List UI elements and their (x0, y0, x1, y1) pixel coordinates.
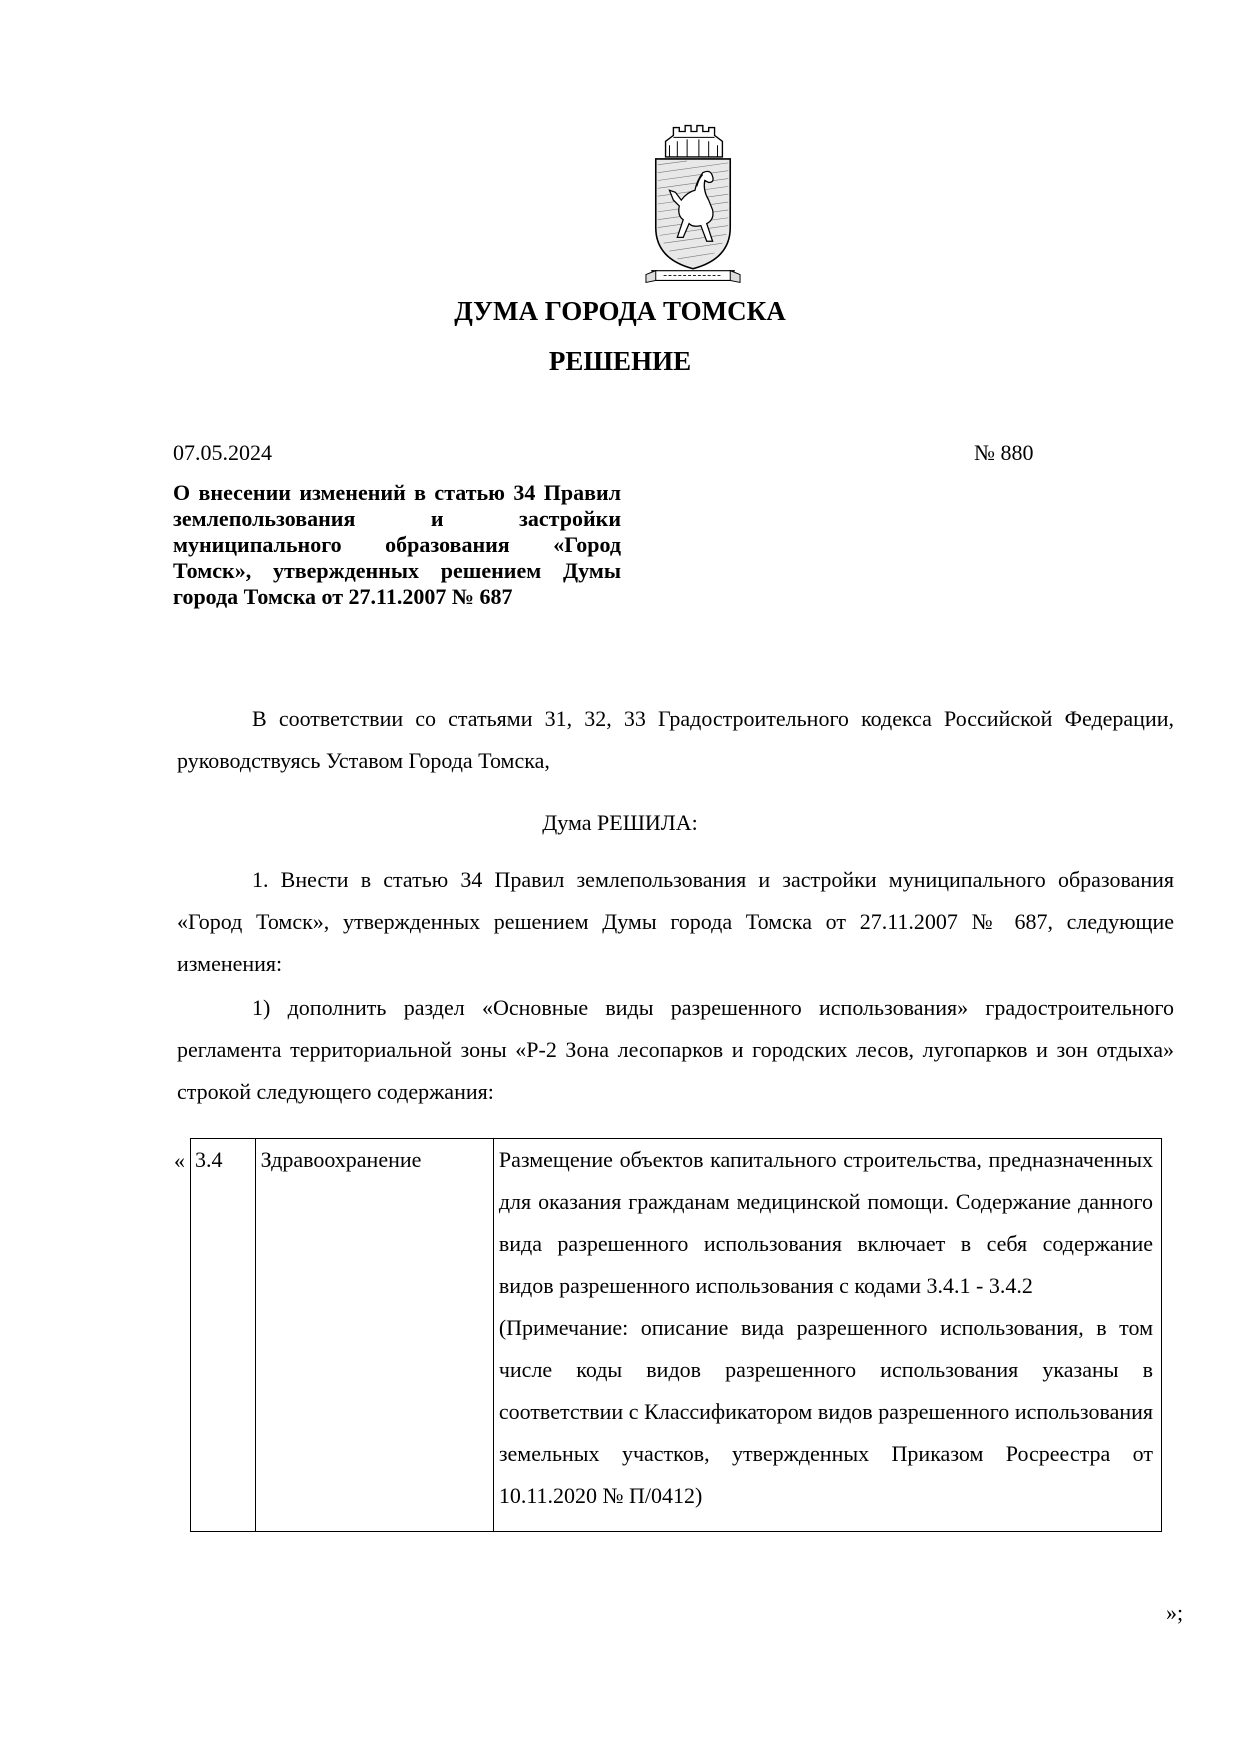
table-row (191, 1139, 1162, 1532)
use-code-cell: 3.4 (191, 1139, 256, 1532)
document-number: № 880 (974, 440, 1034, 465)
table-close-quote: »; (1166, 1600, 1184, 1625)
use-description-note: (Примечание: описание вида разрешенного использования, в том числе коды видов разрешенного использования указаны в соответствии с Классификатором видов разрешенного использования земельных участков, утвержденных Приказом Росреестра от 10.11.2020 № П/0412) (498, 1315, 1153, 1508)
document-subject: О внесении изменений в статью 34 Правил землепользования и застройки муниципального образования «Город Томск», утвержденных решением Думы города Томска от 27.11.2007 № 687 (173, 480, 621, 609)
decision-heading: Дума РЕШИЛА: (542, 810, 698, 835)
table-open-quote: « (174, 1148, 185, 1173)
item-1-paragraph: 1. Внести в статью 34 Правил землепользования и застройки муниципального образования «Город Томск», утвержденных решением Думы города Томска от 27.11.2007 № 687, следующие изменения: (177, 867, 1174, 976)
document-type: РЕШЕНИЕ (548, 346, 692, 376)
coat-of-arms-icon (644, 120, 742, 290)
organization-title: ДУМА ГОРОДА ТОМСКА (454, 296, 786, 326)
document-date: 07.05.2024 (173, 440, 272, 465)
use-description-text: Размещение объектов капитального строительства, предназначенных для оказания гражданам медицинской помощи. Содержание данного вида разрешенного использования включает в себя содержание видов разрешенного использования с кодами 3.4.1 - 3.4.2 (498, 1147, 1153, 1298)
use-name-cell: Здравоохранение (255, 1139, 493, 1532)
item-1-1-paragraph: 1) дополнить раздел «Основные виды разрешенного использования» градостроительного регламента территориальной зоны «Р-2 Зона лесопарков и городских лесов, лугопарков и зон отдыха» строкой следующего содержания: (177, 995, 1174, 1104)
use-description-cell (493, 1139, 1161, 1532)
amendment-table (190, 1138, 1162, 1532)
basis-paragraph: В соответствии со статьями 31, 32, 33 Градостроительного кодекса Российской Федерации, руководствуясь Уставом Города Томска, (177, 706, 1174, 773)
